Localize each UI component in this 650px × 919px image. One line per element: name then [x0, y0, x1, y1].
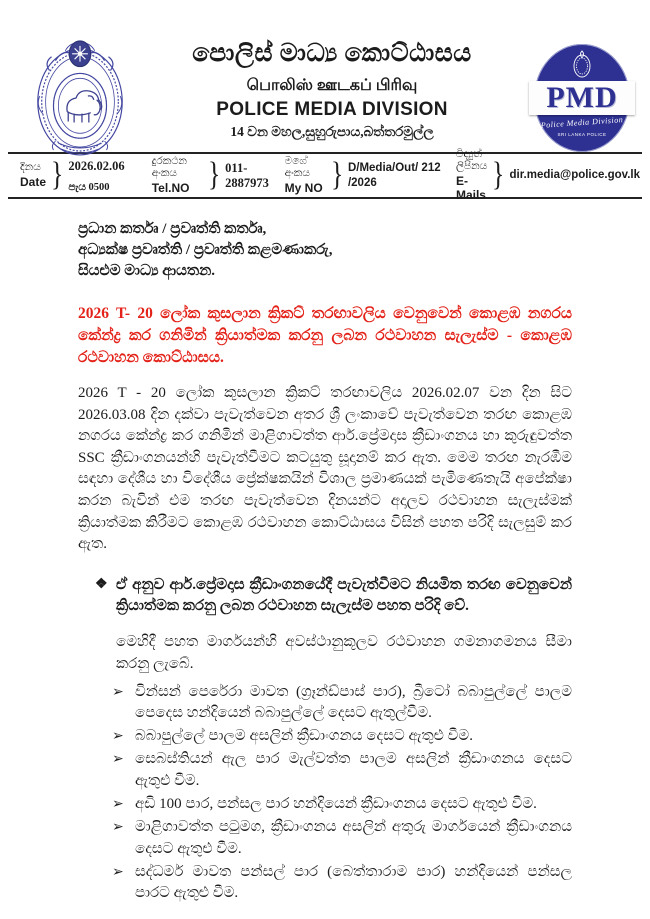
- subject-heading: 2026 T- 20 ලෝක කුසලාන ක්‍රිකට් තරඟාවලිය වෙනුවෙන් කොළඹ නගරය කේන්ද්‍ර කර ගනිමින් ක්‍රියාත්මක කරනු ලබන රථවාහන සැලැස්ම - කොළඹ රථවාහන කොට්ඨාසය.: [78, 305, 572, 366]
- restrictions-intro: මෙහිදී පහත මාර්ගයන්හි අවස්ථානුකූලව රථවාහන ගමනාගමනය සීමා කරනු ලැබේ.: [116, 634, 572, 672]
- list-item: [112, 862, 572, 905]
- recipient-line: අධ්‍යක්ෂ ප්‍රවෘත්ති / ප්‍රවෘත්ති කළමණාකරු,: [78, 242, 333, 258]
- telephone-value: 011-2887973: [225, 160, 269, 190]
- list-item: [112, 794, 572, 815]
- pmd-band: [529, 81, 635, 115]
- date-label-sinhala: දිනය: [20, 162, 41, 173]
- plan-note: [95, 575, 572, 618]
- pmd-logo-oval: [534, 44, 630, 152]
- telephone-label-english: Tel.NO: [151, 180, 190, 195]
- road-restrictions-list: [112, 682, 572, 905]
- pmd-logo: [528, 26, 636, 152]
- arrow-bullet-icon: ➢: [112, 820, 124, 836]
- road-item-text: මාළිගාවත්ත පටුමග, ක්‍රීඩාංගනය අසලින් අතුරු මාර්ගයෙන් ක්‍රීඩාංගනය දෙසට ඇතුළු වීම.: [135, 819, 572, 857]
- telephone-field: [152, 156, 279, 196]
- telephone-labels: [152, 156, 203, 196]
- my-number-value: D/Media/Out/ 212 /2026: [347, 162, 441, 189]
- pmd-acronym: PMD: [546, 81, 618, 114]
- org-title-english: POLICE MEDIA DIVISION: [216, 98, 448, 120]
- arrow-bullet-icon: ➢: [112, 729, 124, 745]
- email-value: dir.media@police.gov.lk: [509, 169, 640, 182]
- date-value: 2026.02.06: [68, 159, 125, 174]
- my-number-labels: [285, 156, 326, 196]
- recipient-line: ප්‍රධාන කර්තෘ / ප්‍රවෘත්ති කර්තෘ,: [78, 221, 267, 237]
- list-item: [112, 726, 572, 747]
- letterhead: [0, 0, 650, 148]
- bracket-glyph: }: [330, 156, 343, 194]
- road-item-text: වින්සන් පෙරේරා මාවත (ග්‍රෑන්ඩ්පාස් පාර), බ්‍රීටෝ බබාපුල්ලේ පාලම පෙදෙස හන්දියෙන් බබාපුල්ලේ දෙසට ඇතුල්වීම.: [135, 683, 572, 721]
- plan-note-text: ඒ අනුව ආර්.ප්‍රේමදාස ක්‍රීඩාංගනයේදී පැවැත්වීමට නියමිත තරඟ වෙනුවෙන් ක්‍රියාත්මක කරනු ලබන රථවාහන සැලැස්ම පහත පරිදි වේ.: [116, 576, 572, 615]
- recipient-line: සියළුම මාධ්‍ය ආයතන.: [78, 263, 216, 279]
- email-label-english: E-Mails: [455, 173, 486, 203]
- arrow-bullet-icon: ➢: [112, 864, 124, 880]
- reference-info-bar: [8, 148, 642, 203]
- road-item-text: සෙබස්තියන් ඇල පාර මැල්වත්ත පාලම අසලින් ක්‍රීඩාංගනය දෙසට ඇතුළු වීම.: [135, 751, 572, 789]
- diamond-bullet-icon: ❖: [95, 576, 108, 592]
- bracket-glyph: }: [492, 156, 505, 194]
- date-label-english: Date: [20, 174, 47, 189]
- letterhead-titles: [136, 26, 528, 140]
- road-item-text: සද්ධර්ම මාවත පන්සල් පාර (බෙත්තාරාම පාර) හන්දියෙන් පන්සල පාරට ඇතුළු වීම.: [135, 863, 572, 902]
- org-title-sinhala: පොලිස් මාධ්‍ය කොට්ඨාසය: [192, 40, 472, 67]
- list-item: [112, 749, 572, 792]
- bracket-glyph: }: [207, 156, 221, 194]
- my-number-field: [285, 156, 450, 196]
- list-item: [112, 682, 572, 725]
- body-paragraph: 2026 T - 20 ලෝක කුසලාන ක්‍රිකට් තරඟාවලිය 2026.02.07 වන දින සිට 2026.03.08 දින දක්වා පැවැත්වෙන අතර ශ්‍රී ලංකාවේ පැවැත්වෙන තරඟ කොළඹ නගරය කේන්ද්‍ර කර ගනිමින් මාළිගාවත්ත ආර්.ප්‍රේමදාස ක්‍රීඩාංගනය හා කුරුඳුවත්ත SSC ක්‍රීඩාංගනයන්හි පැවැත්වීමට කටයුතු සූදානම් කර ඇත. මෙම තරඟ නැරඹීම සඳහා දේශීය හා විදේශීය ප්‍රේක්ෂකයින් විශාල ප්‍රමාණයක් පැමිණෙතැයි අපේක්ෂා කරන බැවින් එම තරඟ පැවැත්වෙන දිනයන්ට අදාලව රථවාහන සැලැස්මක් ක්‍රියාත්මක කිරීමට කොළඹ රථවාහන කොට්ඨාසය විසින් පහත පරිදි සැලසුම් කර ඇත.: [78, 385, 572, 553]
- my-number-label-english: My NO: [284, 180, 323, 195]
- arrow-bullet-icon: ➢: [112, 752, 124, 768]
- list-item: [112, 817, 572, 860]
- email-label-sinhala: විද්‍යුත් ලිපිනය: [455, 148, 488, 173]
- time-value: පැය 0500: [68, 181, 110, 193]
- email-labels: [456, 149, 487, 203]
- recipients-block: [78, 219, 572, 282]
- bracket-glyph: }: [51, 156, 64, 194]
- telephone-label-sinhala: දුරකථන අංකය: [151, 155, 187, 180]
- pmd-org: SRI LANKA POLICE: [557, 132, 607, 137]
- road-item-text: අඩි 100 පාර, පන්සල පාර හන්දියෙන් ක්‍රීඩාංගනය දෙසට ඇතුළු වීම.: [135, 796, 537, 813]
- police-emblem: [24, 26, 136, 174]
- arrow-bullet-icon: ➢: [112, 797, 124, 813]
- org-address: 14 වන මහල,සුහුරුපාය,බත්තරමුල්ල: [230, 123, 434, 139]
- org-title-tamil: பொலிஸ் ஊடகப் பிரிவு: [246, 76, 418, 94]
- email-field: [456, 149, 640, 203]
- date-field: [20, 156, 146, 194]
- road-item-text: බබාපුල්ලේ පාලම අසලින් ක්‍රීඩාංගනය දෙසට ඇතුළු වීම.: [135, 728, 473, 745]
- sri-lanka-police-crest-icon: [26, 26, 134, 166]
- my-number-label-sinhala: මගේ අංකය: [284, 155, 310, 180]
- arrow-bullet-icon: ➢: [112, 684, 124, 700]
- date-labels: [20, 162, 46, 189]
- pmd-name: Police Media Division: [540, 115, 624, 130]
- pmd-crest-icon: [534, 49, 630, 84]
